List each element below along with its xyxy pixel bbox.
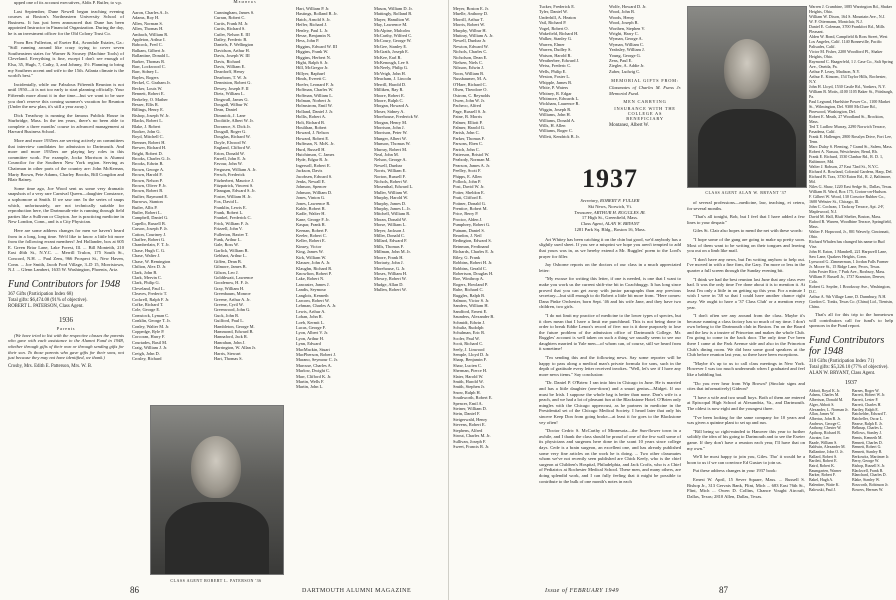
portrait-suit (165, 502, 269, 574)
paragraph: We'll be most happy to join you, Giles. Tho' it would be a boon to us if we can convince Ed Gustav to join us. (687, 454, 805, 465)
paragraph: Here are some address changes for men we haven't heard from in a long, long time. We'd like to know a little bit more from the following errant members! Jed Hollander, box at 605 E. Green Briar Lane, Lake Forest, Ill. ... Bill Monteith, 210 East 46th St., N.Y.C. ... Merrill Trulon, 175 South St., Concord, N.H. ... Paul Zens, 966 Prospect St., New Haven, Conn. ... Joe Smith, Jacob Ford Village, 3–D 15, Morristown, N.J. ... Glenn Lambert, 1635 W. Washington, Phoenix, Ariz. (8, 227, 124, 273)
fund-class-agent: ALAN W. BRYANT, Class Agent. (809, 370, 876, 376)
paragraph: Jay Osborne reports on the doctors of our class in a much appreciated letter: (539, 262, 681, 273)
paragraph: of several professions—medicine, law, teaching, et cetera, for several months. (687, 200, 805, 211)
insurance-name: Montanez, Albert W. (609, 123, 649, 129)
paragraph: "Do you ever hear from Wip Brown? (Sinclair signs and cites that informatively) Gideon? (687, 380, 805, 392)
paragraph: "I think we had the best reunion last June that any class ever had. It was the only time I've done about it is to mention it. At least I'm only a little in on getting up this year. For a minute I wish I were in '38 so that I could have another chance right away. We ought to have a '37 Class Club' or a mention every year. (687, 276, 805, 310)
paragraph: Last September, Dune Newell began teaching evening courses at Boston's Northeastern University School of Business. It has just been announced that Dune has been appointed Instructor in Financial Organization. During the day, he is an investment officer for the Old Colony Trust Co. (8, 8, 124, 36)
issue-footer: Issue of FEBRUARY 1949 (545, 588, 620, 594)
magazine-footer: DARTMOUTH ALUMNI MAGAZINE (302, 588, 412, 594)
left-column-1 (8, 0, 124, 590)
fund-gifts: 310 Gifts (Participation Index 71) (809, 358, 875, 364)
fund-contributor-lists (809, 389, 893, 492)
members-list: Mason, William D. Jr. Mattingly, Rolland B. Mayer, Hamilton W. May, Lawrence M. McAlpine, Malcolm McCarthy, Wilfred C. McCoury, George W. McGee, Stanley E. McGrath, Joseph E. McKee, Earl R. McKenough, Lee S. McNeely, Philip G. McVeigh, John H. Meacham, J. Lincoln Merrill, Harold D. Milliken, Ray R. Moore, Robert E. Moore, Ralph C. Morgan, Howard A. Moser, Sidney A. Morehouse, Frederick W. Morgan, Henry M. Morrison, John J. Morrison, Peter W. Munger, Albert W. Munson, Thomas W. Murray, Robert M. Neal, John M. Nelson, George A. Newell, Dunbar Norris, William E. Norton, Russell F. Nichols, Robert W. Mosenthal, Edward L. Muller, William W. Murphy, Harold W. Murphy, James D. Murphy, James L. Jr. Mitchell, William R. Moran, Donald W. Morse, William L. Meyer, Jackson J. Miller, Donald C. Millard, Edward F. Mills, Thomas F. Millman, John M. Jr. Moore, Frank H. Moriarty, John J. Morehouse, G. Jr. Moses, William H. Mowry, Robert W. Mudge, Allan D. Mullen, Robert W. (374, 6, 419, 293)
paragraph: Some time ago, Joe Wood sent us some very dramatic snapshots of a very rare Carnival Queen—daughter Constance, a sophomore at Smith. If we saw one. In the series of snaps which, unfortunately, are not technically suitable for reproduction here, the Dartmouth-ette is running through field parties like a Sullivan or Clayton. Joe is practicing medicine in New London, Conn., and is a City Physician. (8, 185, 124, 225)
members-column-7 (609, 4, 681, 164)
paragraph: Art Whitey has been catching it on the chin but good, we'd anybody has a slightly used sheet. If you see a misprint we hope you aren't tempted to add that yours was in, as we hereby extend a Mr. Ruggles' poem to the Lord's prayer for filler. (539, 236, 681, 259)
paragraph: "Dr. Daniel P. O'Brien: I ran into him in Chicago in June. He is married and has a little daughter (one-down) and a smart genius—Midget. If our must be Irish. I suppose the whole bag is better than none. Don's wife is a peach, and we had a lot of pleasant fun at the Blackstone Hotel. O'Brien only mingles with the Chicago uppercrust, as he partners in medicine in the Presidential set of the Chicago Medical Society. I heard later that only his sincere Keep Don from going broke—at least it for goes to the Blackstone vey often! (539, 380, 681, 425)
class-agent: Class Agent, ALAN W. BRYANT (580, 221, 640, 227)
members-list: Meyer, Boston E. Jr. Muelle, Anthony D. Morrill, Arthur T. Morris, Robert W. Murphy, Wilbur H. Muttray, William A. Jr. Newell, Dunbar Jr. Newton, Edward W. Nichols, Charles C. Nicholson, Dean E. Nielsen, Niels C. Nilsson, Edwin J. Noon, William B. Nussbaumer, M. A. O'Hare, Richard C. Olsen, Theodore O. Ostrom, C. Reynolds Owen, John W. Jr. Pacheco, Alfred Page, Russell S. Jr. Paine, B. Morris Palmer, Elliott P. Palmer, Harold G. Parish, John C. Parker, Thomas F. Parsons, Eben C. Partch, John C. Patterson, Bristol W. Peabody, Norman M. Pearson, James A. Jr. Peelley, Scott F. Phipps, E. Allen Pollock, John P. Post, David W. Jr. Potter, Sheldon E. Pratt, Clifford E. Pottner, Donald G. Prentice, Robert M. Price, Berry P. Proctor, Alden J. Pumphrey, Robert G. Putnam, Daniel S. Reardon, J. Neil Redington, Edward S. Reinman, Ferdinand Richards, Charles E. Jr. Riley, G. Frank Robbins, Robert H. Jr. Robbins, Gerald C. Robertson, Douglas H. Roe, Winthrop A. Rogers, Howland P. Ruhe, Richard C. Ruggles, Ralph B. Salmon, Victor S. Jr. Sanders, William H. Sandford, Ernest E. Saunders, Alexander B. Schmidt, Edwin J. Schultz, Rudolph Schulman, Eric R. Scoler, Paul W. Scott, Richard C. Seely, J. Linwood Semple, Lloyd D. Jr. Sharp, Benjamin F. Shaw, Lucien C. Sherman, Pierce H. Slater, Harold W. Smith, Harold W. Smith, Stephen Jr. Snow, Ralph H. Southworth, Robert E. Spencer, Emil A. Steiner, William D. Stein, Daniel F. Steigerwald, Henry Stevens, Robert E. Stephens, Alfred Strout, Charles M. Jr. Sullivan, Joseph F. Sweet, Francis R. Jr. (453, 6, 495, 449)
members-list: Cunningham, James S. Curran, Robert C. Curtis, Frank M. Jr. Curtis, Richard S. Cutler, Nelson E. III Dailey, Frederic B. Daniels, F. Wellington Davidson, Arthur H. Davis, Joseph W. III Davis, Richard Davis, William E. Deardorff, Henry Dearborn, T. W. Jr. Denniston, Robert G. Dewey, Joseph F. II Dietz, William L. Dingwall, James G. Dougall, Wilbur W. Dean, Daniel Dimmick, J. Lane Doolittle, Albert W. Jr. Dorrance, S. Dick Jr. Dougall, Roger G. Douglas, Richard W. Doyle, Elwood W. England, Clifford W. Erion, Donald W. Farrell, John E. Jr. Favour, John W. Fergusen, William A. Jr. Fersch, Frederick Fitzherbert, Maurice J. Fitzpatrick, Vincent S. Flanagan, Edward S. Jr. Foster, William H. Jr. Fox, David L. Franklin, Lewis E. Frank, Robert L. Frankel, Frederick C. Frick, William F. Jr. Frizzell, John V. Fullerton, Baxter T. Funk, Arthur L. Gale, Ross W. Garlick, William R. Gebhart, Arthur L. Giffen, Dean B. Gilmore, James B. Gilson, Leo J. Goldthwait, Lawrence Goodenow, H. F. Jr. Gray, William H. Greenbaum, Monroe Greene, Arthur A. Jr. Greene, Cyril W. Greenwood, John G. Guck, John R. Guilford, Paul L. Hambleton, George M. Hammond, Edward B. Hannaford, Jack R. Hanrahan, John J. Harrington, W. Allan Jr. Harris, Stewart Hart, Thomas S. (214, 10, 257, 361)
right-text-column (687, 200, 805, 590)
men-carrying-heading: MEN CARRYING (623, 99, 667, 105)
paragraph: Giles St. Clair also hopes to mend the net with these words: (693, 228, 803, 234)
members-column-2 (214, 10, 294, 410)
class-agent-address: 1281 Park Sq. Bldg., Boston 16, Mass. (574, 226, 646, 232)
address-changes-column (809, 4, 893, 600)
paragraph: "I hope some of the gang are going to make up pretty soon. Most of them want to be writing on their tongues and leaving you out on a limb like mail. (687, 236, 805, 254)
paragraph: upped one of its account executives, Aldis P. Butler, to v.p. (14, 0, 122, 5)
treasurer: Treasurer, ARTHUR H. RUGGLES JR. (574, 209, 646, 215)
paragraph: "My excuse for writing this letter, if one is needed, is one that I want to make you work us the current shift-rise bit in Coachbuggy. It has long since proved that you can get away with junior paragraphs than any previous secretary—but still enough to do Robert a little bit more from. "Here comes: Dana Pinke Orchester, born Sept. '46 and his wife Jane, and they have two children, two girls. (539, 276, 681, 310)
paragraph: Incidentally, while our Fabulous Fifteenth Reunion is not until 1950—it is not too early to start planning officially. Your Fifteenth more about it in due time—but we want to be sure you don't reserve this coming summer's vacation for Reunion (Under the new plan, it's still a year away.) (8, 81, 124, 110)
members-column-5 (453, 6, 537, 449)
paragraph: "I'm sending this and the following news. Say some reporter will be happy to pass along a medical man's private formula for sons, such in the depth of gratitude every letter received invokes. "Well, let's see if I have any more news items." Say conclusion: (539, 355, 681, 377)
class-year-heading: 1937 (582, 164, 638, 193)
paragraph: "That's all tonight, Bob, but I feel that I have added a few lines to your despair." (687, 214, 805, 225)
parents-note: (We have tried to list with the respective classes the parents who gave with each assistance to the Alumni Fund in 1948, whether through gifts of their own or through sending gifts for their son. To those parents who gave gifts for their sons, not just because they may not have identified, we thank.) (8, 332, 124, 361)
paragraph: Ernest W. April, 15 Sever Square, Mass. ... Russell S. Bishop Jr., 313 Gervais Bank, Flint, Mich ... 683 East 76th St., Flint, Mich ... Owen D. Collins, Chance Vought Aircraft, Dallas, Texas; 2810 Allen, Dallas, Texas. (687, 476, 805, 499)
paragraph: "I don't have any news, but I'm writing anyhow to help out. I've moved in with a fine firm, the Gary. I'm more or less in the quarter a full screen through the Sunday evening bit. (687, 256, 805, 273)
fund-contributors-title: Fund Contributors for 1948 (8, 278, 120, 290)
paragraph: "Doctor Cedric S. McCarthy of Minnesota—the Sun-flower town in a awhile, and I thank the class should be proud of one of the few wall some of its physicians and surgeons here done in the scant 10 years since college days. Cede is a brain surgeon, an excellent one, and has already published some very fine articles on the work he is doing. ... Two other classmates whom we've not recently seen published are Chick Keely, who is the chief surgeon at Children's Hospital, Philadelphia, and Jack Crofts, who is a Chief of Pediatrics at Rochester Medical School. These men, and many others, are doing splendid work, and I can fully feeling that it might be possible to contribute to the bulk of one month's notes in each (539, 428, 681, 484)
paragraph: From Rex Fullerton, of Exeter Rd., Avondale Estates, Ga.: "Still running around like crazy trying to cover seven Southeastern states for Warner & Swasey (Machine Tools) of Cleveland. Everything is fine, except I don't see enough of Elsa, 35, Hugh, 7, Cathy, 3, and Johnny, 3½. Planning to bring my Southern accent and wife to the 15th. Atlanta climate is the world's best." (8, 39, 124, 79)
insurance-heading: INSURANCE WITH THE COLLEGE AS BENEFICIARY (614, 106, 676, 122)
portrait-suit (698, 109, 796, 187)
members-column-1 (132, 10, 212, 400)
address-list: Warren J. Crumbine, 1085 Warrington Rd., Shaker Heights, Ohio. William W. Dixon, 164 S. Mountain Ave., N.J. W. F. Ottermann, Montclair, N.J. Daniel E. Coleman, 3700 Frankfort Rd., Mills Pleasant. Alden W. Bond, Campfield & Ross Street, West Los Angeles, Calif. 1140 Bonneville, Pacific Palisades, Calif. Victor M. Fisher, 2200 Woodford Pl., Shaker Heights, Ohio. Raymond C. Haagerfeld, 1 J. Case Co., Salt Spring Ave., Oneida, Pa. Arthur P. Leary, Madison, N.Y. Arthur E. Kinsom, 154 Taylor Hills, Rochester, N.Y. John H. Lloyd, 1530 Castle Rd., Yonkers, N.Y. William B. Motis, 4100 1105 Baker St., Pittsburgh, Pa. Paul Legrand, Huelshire Power Co., 1100 Market St., Wilmington, Del. 9300 McClure Rd., Pinewood, Washington, Del. Robert E. Meath, 27 Woodland St., Brockton, Mass. Ted T. Ludlow Murray, 2290 Norwich Terrace, Pasadena, Calif. Frank E. Hallenger, 2800 Rosslyn Drive, Fort Lee, Tenn. Marc Dulay S. Fleming, 7 Grand St., Salem, Mass. Robert A. Nassau, Westchester, Bend, Rh. Frank E. Richard, 1530 Clanbar Rd., R. D. 1, Baltimore, Md. Walter J. Robson, 27 East 72nd St., N.Y.C. Richard A. Rowland, Colonial Gardens, Harp, Del. Richard B. Trax, 3730 Eaton Rd., R. 2, Baltimore, Md. Niles G. Shaw, 1220 East Sedge St., Dallas, Texas. William B. Ward, Box 175, Croton-on-Hudson. F. Gilbert W. Wood, 130 Corsoice Rubber Co., 1600 Webster St., Chicago, Ill. John C. Cochran, 1 Tackray Terrace, Apt. 2-F, Maplewood, N.J. David M. Hall, Bluff Shelter, Boston, Mass. Buford R. Warren, Woodbine Terrace, Springfield, Mass. Walter F. Hopwood, Jr., 801 Waverly, Cincinnati, Ohio. Richard Whalen has changed his name to Bud Vise. John H. Eaton, 1 Mandrell, 221 Harpwell Lane, Saw Lane, Quakers Heights, Conn. Lynwood G. Zimmerman, 1 Jordan Falls Farmer Jr. Moore St., 15 Ridge Lane, Pecos, Texas. John Foster Rice, 7 Park Ave., Roxbury, Mass. William F. Russell Jr., 1737 Kranston, Denver, Colo. Robert G. Snyder, 1 Brookway Ave., Washington, D.C. Arthur A. 9th Village Lane, D. Dunnbury, N.H. Gordon C. Tonks, Texas Co. (China) Ltd., Tientsin, China. (809, 4, 893, 309)
secretary-address: Ski News, Norwich, Vt. (587, 203, 633, 209)
year-heading: 1936 (59, 315, 73, 324)
class-agent-photo (150, 405, 284, 575)
class-1937-section (539, 160, 681, 600)
members-column-6 (539, 4, 607, 154)
paragraph: Put these address changes in your 1937 book: (693, 468, 777, 474)
fund-class-agent: ROBERT L. PATERSON, Class Agent. (8, 303, 84, 309)
paragraph: Dick Treadway is running the famous Publick House in Sturbridge, Mass. In the ten years, there's no been able to complete a three months' course in advanced management at Harvard Business School. (8, 112, 124, 135)
contributor-list: Barnes, Roger W. Barrett, Hobert W. Jr. Barrett, Lester F. Barrett, Charles H. Bartley, Ralph E. Batchelder, Edward T. Batcheller, Oscar L. Bearse, Ralph E. Jr. Belknap, Charles L. Bellows, Stanley J. Bemis, Kenneth M. Bennett, Charles D. Bennett, Robert G. Bennett, Stanley B. Berkowitz, Martimer Jr. Berry, George W. Bishop, Russell S. Jr. Blackwell, Frank B. Blanchard, Charles D. Blake, Stanley W. Bosworth, Robinson Jr. Bowers, Hermes W. (852, 388, 890, 492)
members-list: Hart, William P. Jr. Hastings, Rolland R. Jr. Hatch, Arnold S. Jr. Heffer, Richard J. Henley, Paul L. Jr. Hesse, Benjamin N. Hess, John P. Higgins, Edward W. III Higgins, Frank W. Higgins, Herbert N. Hight, Ralph S. Jr. Hill, McGregor Jr. Hillyer, Raphael Hinds, Everett C. Hoefer, Leonard F. Jr. Hoffman, Charles W. Hoffman, William L. Holman, Norbert Jr. Holmstrom, Emil W. Holland, Daniel J. Jr. Hollis, Robert A. Holt, Richard B. Houlihan, Robert Howard, J. Nelson Howard, Robert E. Huffman, N. McK. Jr. Hurd, Russell H. Hutchinson, C. James Hyde, Edgar R. Jr. Ingersoll, Robert E. Jackson, Davis Jacobsen, Edward S. Jenks, Newall E. Johnson, Spencer Johnson, William D. Jones, Vinton G. Jones, Lawrence R. Kable, Robert R. Kadle, Walter H. Kane, George F. Jr. Kaspar, Frank R. Keenan, Robert F. Keeler, Robert C. Keller, Robert E. Kinsey, Victor King, James W. Kirk, William W. Klauser, John A. Jr. Klaughn, Richard R. Knowlton, Robert P. Lake, Robert N. Lancaster, James J. Landis, Seymour Langlois, Kenneth Larcom, Robert W. Lehman, Charles A. Jr. Lewis, Arthur A. Loban, John R. Loeb, Kermit L. Lucas, George F. Lyon, Albert V. Jr. Lyon, Arthur H. Lynn, Edward MacMackin, Stuart MacPherson, Robert J. Marano, Seymour C. Jr. Marcuse, Charles A. Marlow, Dwight C. Marr, Clifford K. Jr. Martin, Wells F. Martin, John L. (296, 6, 338, 390)
class-agent-photo (687, 6, 807, 188)
fund-total: Total gifts: $5,326.10 (77% of objective). (809, 364, 889, 370)
page-number: 87 (719, 585, 728, 595)
members-list: Tucker, Frederick E. Tyler, Daniel W. Underhill, A. Heaton Vail, Richard P. Vogel, Robert O. Wakefield, Richard H. Walker, Stanley G. Warren, Elmer Warren, Dudley S. Watson, Harold R. Weatherbee, Edward J. Weiss, Frederic C. Wells, Philip E. Weston, Foster L. Whipple, James B. White, P. Waters Whitney, R. Edgar Whitmore, Edwards L. Wickham, Laurence R. Wiggin, Joseph R. Williams, John H. Williams, Donald A. Wills, H. Allen Williams, Roger C. Willett, Kendrick B. Jr. (539, 4, 580, 139)
fund-total: Total gifts: $6,474.08 (91% of objective). (8, 297, 88, 303)
year-heading: 1937 (845, 379, 857, 386)
paragraph: More and more 1935ers are serving actively on committees that interview candidates for admission to Dartmouth. And more and more 1935ers are playing key roles in this committee work. For example, Jocko Morrison is Alumni Councilor for the Southern New York region. Serving as Chairman in other parts of the country are: John McKernan, Marty Brown, Pete Adams, Charley Brooks, Bill Congdon and Blair Rainey. (8, 138, 124, 183)
paragraph: "Bill being so right-minded to Hanover this year to further solidify the idea of his going to Dartmouth and to see the Exeter game. If they don't have a reunion each year, I'll have that on my own." (687, 428, 805, 451)
paragraph: "I do not limit my practice of medicine to the lower types of species, but it does mean that I have a limit me punchhead. This is not being done in order to break Eddie Lenox's record of five: nor is it done purposely to lose the future problem of the admission office of Dartmouth College. Mr. Ruggles' account is well taken on such a thing we usually seem to see our daughters married to Yale men—of whom can, of course, still we heard from it sometime! (539, 312, 681, 352)
members-column-4 (374, 6, 446, 586)
parents-names: Crosby, Mrs. Edith E. Patterson, Mrs. W. B. (8, 363, 93, 369)
paragraph: "I have a wife and two small boys. Both of them are entered at Episcopal High School at Alexandria, Va., and Dartmouth. The oldest is now eight and the youngest three. (687, 394, 805, 411)
right-page (448, 0, 896, 600)
memorial-heading: MEMORIAL GIFTS FROM: (611, 78, 679, 84)
members-heading: Members (233, 0, 257, 5)
treasurer-address: 17 High St., Greenfield, Mass. (581, 215, 639, 221)
contributor-list: Abbott, Royal K. Jr. Adams, Charles M. Albertson, Donald M. Alger, Abbott S. Alexander, L. Norman Jr. Allan, James W. Albertus, John B. Jr. Andrews, George C. Anthony, Chester W. Apthorp, Richard B. Atwater, Leo Baade, William S. Baldwin, Alexander M. Ballantine, John O. Jr. Ballard, Robert S. Bartlett, Robert E. Baird, Robert K. Baumgarten, Warner Barker, Robert F. Bakel, Hugh A. Balentine, Waite K. Balowski, Paul J. (809, 388, 849, 492)
paragraph: "I've been looking for the same company for 10 years and was given a quinine plant to set up and run. (687, 414, 805, 426)
portrait-head (191, 436, 241, 498)
paragraph: "I don't often see any around from the class. Maybe it's because running a class factory has so much of my time. I don't own belong to the Dartmouth club in Boston. I'm on the Board and the law is a trustee of Princeton and makes the whole Club. I'm going to come in the back door. The only time I've been there I came at the Park Avenue side and also in the Princeton Club's dining room. We did hear some good speakers at the Club before reunion last year, so there have been exceptions. (687, 313, 805, 358)
paragraph: "Maybe it's up to us to call class meetings in New York. However I was too much underneath when I graduated and feel like a babbling bat. (687, 360, 805, 378)
page-number: 86 (130, 585, 139, 595)
secretary: Secretary, ROBERT F. FULLER (580, 198, 640, 203)
photo-caption: CLASS AGENT ALAN W. BRYANT '37 (705, 190, 787, 195)
fund-contributors-title: Fund Contributors for 1948 (809, 334, 885, 357)
portrait-head (724, 39, 770, 99)
fund-gifts: 367 Gifts (Participation Index 68) (8, 291, 74, 297)
memorial-text: Classmates of Charles M. Fuess Jr. Memorial Fund. (609, 85, 681, 96)
members-list: Aaron, Charles A. Jr. Adams, Roy H. Allen, Norman S. Allen, Thomas H. Ambach, William R. Appleton, Arthur I. Babcock, Fred C. Balkam, Gilbert Jr. Ballantine, Donald L. Barker, Thomas R. Barr, Lockwood C. Barr, Sidney L. Bayles, Rogers Beckel, C. Graham Jr. Becker, Louis W. Bennett, Robert E. Berkeley, O. Mather Besser, Ellis R. Billings, Henry E. Bishop, Joseph W. Jr. Blacks, Robert L. Blake, J. Robert Booker, John G. Boyd, Mitchell C. Brenner, Robert H. Brewer, Richard H. Bright, Robert D. Brooks, Charles G. Jr. Brooks, Edwin B. Brown, George A. Brown, Harold F. Brown, Nelson P. Brown, Oliver P. Jr. Brown, Robert B. Builter, Raymond E. Burrows, Stanton Butler, Allis P. Butler, Robert L. Campbell, Daniel G. Capello, Russell B. Carson, Joseph P. Jr. Catton, Courtney J. Chaffee, Robert G. Chamberlain, F. T. Jr. Chase, Hugh C. G. Chase, Walter J. Chase, W. Remington Chilton, Alex D. Jr. Clark, John B. Clark, Mervin C. Clark, Philip G. Cleveland, Paul L. Cleaves, Frederic T. Cockrell, Ralph F. Jr. Cofke, Richard T. Cole, George E. Comstock, Lyman C. Conklin, George T. Jr. Conley, Walter M. Jr. Coppedge, Ryle P. Corcoran, Harry F. Courtades, Basil M. Craig, William J. Jr. Creigh, John D. Crosley, Richard (132, 10, 171, 361)
photo-caption: CLASS AGENT ROBERT L. PATERSON '36 (170, 578, 262, 583)
members-list: Wolfe, Howard D. Jr. Wood, John B. Woods, Henry Wood, Joseph R. Worthen, Stephen V. Wright, Harry C. Wyman, George A. Wyman, William C. Yeabsley, William J. Young, George G. Zens, Paul E. Ziegler, A. Addie Jr. Zuber, Ludwig C. (609, 4, 647, 74)
members-column-3 (296, 6, 372, 586)
paragraph: That's all for this trip to the hometown will contributors call for fund's to help sponsors in the Fund report. (809, 312, 893, 329)
parents-heading: Parents (56, 325, 76, 331)
